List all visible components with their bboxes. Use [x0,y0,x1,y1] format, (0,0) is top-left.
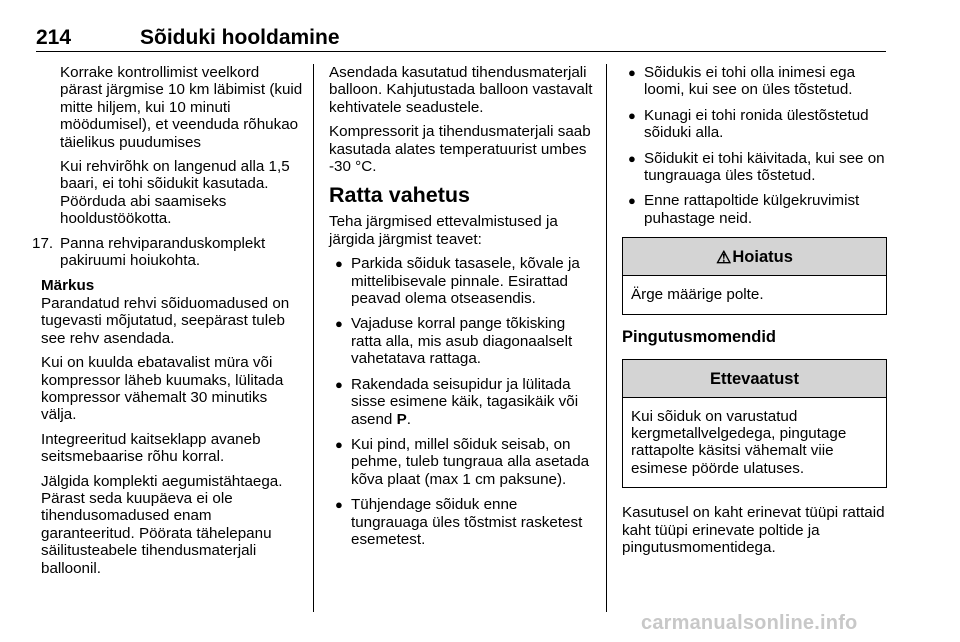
list-item: ● Parkida sõiduk tasasele, kõvale ja mittelibisevale pinnale. Esirattad peavad olema otseasendis. [329,255,597,307]
bullet-icon: ● [335,436,343,452]
page-number: 214 [36,26,72,49]
bullet-icon: ● [628,193,636,209]
step-number: 17. [32,234,54,252]
page-header [36,26,886,50]
numbered-step-17 [32,234,303,270]
note-heading: Märkus [41,277,95,295]
bullet-icon: ● [628,107,636,123]
warning-icon: ⚠ [716,248,732,268]
column-1 [32,64,303,584]
paragraph: Kompressorit ja tihendusmaterjali saab kasutada alates temperatuurist umbes -30 °C. [329,123,591,176]
bullet-icon: ● [335,376,343,392]
note-paragraph: Jälgida komplekti aegumistähtaega. Pärast seda kuupäeva ei ole tihendusomadused enam garanteeritud. Pöörata tähelepanu säilitusteabele tihendusmaterjali balloonil. [41,472,283,577]
caution-box [622,359,887,489]
column-divider-2 [606,64,607,612]
paragraph: Kasutusel on kaht erinevat tüüpi rattaid kaht tüüpi erinevate poltide ja pingutusmomentidega. [622,504,885,557]
bullet-list [329,255,597,548]
bullet-icon: ● [335,316,343,332]
warning-box [622,237,887,314]
list-item: ● Sõidukis ei tohi olla inimesi ega loomi, kui see on üles tõstetud. [622,64,887,99]
section-heading: Ratta vahetus [329,183,470,208]
bullet-icon: ● [628,150,636,166]
warning-text: Ärge määrige polte. [631,286,764,304]
list-item: ● Tühjendage sõiduk enne tungrauaga üles tõstmist rasketest esemetest. [329,496,597,548]
step-text: Panna rehviparanduskomplekt pakiruumi hoiukohta. [60,234,266,270]
list-item: ● Sõidukit ei tohi käivitada, kui see on tungrauaga üles tõstetud. [622,150,887,185]
caution-title: Ettevaatust [623,360,886,398]
note-paragraph: Parandatud rehvi sõiduomadused on tugevasti mõjutatud, seepärast tuleb see rehv asendada. [41,294,290,347]
watermark: carmanualsonline.info [641,612,858,634]
column-2 [329,64,597,556]
list-item: ● Vajaduse korral pange tõkisking ratta alla, mis asub diagonaalselt vahetatava rattaga. [329,315,597,367]
column-3 [622,64,887,564]
intro-paragraph: Teha järgmised ettevalmistused ja järgida järgmist teavet: [329,213,558,248]
warning-header [623,238,886,276]
subsection-heading: Pingutusmomendid [622,327,776,346]
list-item: ● Kunagi ei tohi ronida ülestõstetud sõiduki alla. [622,107,887,142]
bullet-icon: ● [335,497,343,513]
caution-text: Kui sõiduk on varustatud kergmetallvelgedega, pingutage rattapolte käsitsi vähemalt viie esimese pöörde ulatuses. [631,407,847,477]
paragraph: Asendada kasutatud tihendusmaterjali balloon. Kahjutustada balloon vastavalt kehtivatele seadustele. [329,64,593,116]
warning-title: Hoiatus [732,248,793,267]
note-paragraph: Kui on kuulda ebatavalist müra või kompressor läheb kuumaks, lülitada kompressor vähemalt 30 minutiks välja. [41,354,284,424]
header-divider [36,51,886,52]
page-title: Sõiduki hooldamine [140,26,340,49]
list-item: ● Enne rattapoltide külgekruvimist puhastage neid. [622,192,887,227]
list-item: ● Kui pind, millel sõiduk seisab, on pehme, tuleb tungraua alla asetada kõva plaat (max 1 cm paksune). [329,436,597,488]
list-item: ● Rakendada seisupidur ja lülitada sisse esimene käik, tagasikäik või asend P. [329,376,597,428]
note-paragraph: Integreeritud kaitseklapp avaneb seitsmebaarise rõhu korral. [41,430,261,466]
paragraph: Kui rehvirõhk on langenud alla 1,5 baari, ei tohi sõidukit kasutada. Pöörduda abi saamiseks hooldustöökotta. [60,158,290,228]
bullet-icon: ● [335,256,343,272]
bullet-icon: ● [628,65,636,80]
bullet-list [622,64,887,227]
column-divider-1 [313,64,314,612]
paragraph: Korrake kontrollimist veelkord pärast järgmise 10 km läbimist (kuid mitte hiljem, kui 10 minuti möödumisel), et veenduda rõhukao täielikus puudumises [60,64,303,151]
